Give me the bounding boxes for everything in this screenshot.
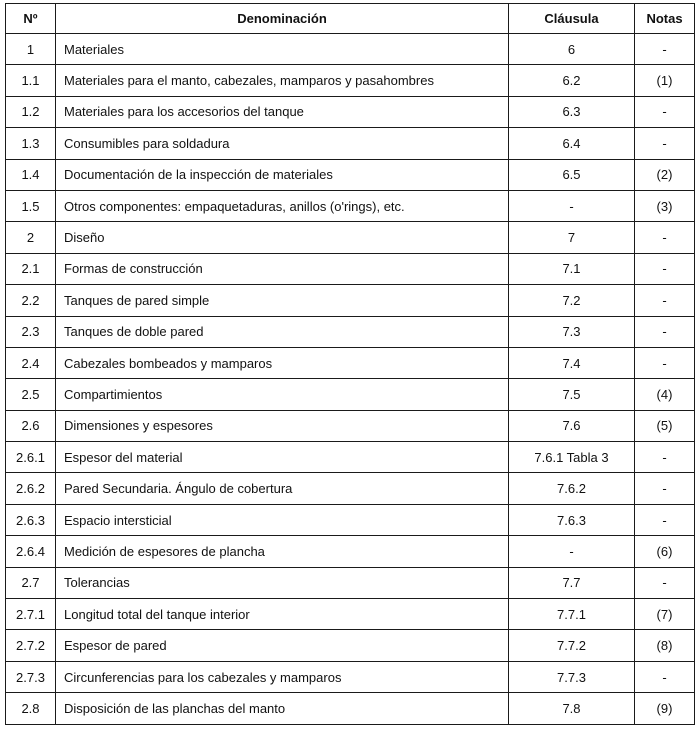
row-clause: 6.2 [509,65,635,96]
header-clause: Cláusula [509,4,635,34]
row-clause: 6.3 [509,96,635,127]
row-clause: 7.6.1 Tabla 3 [509,442,635,473]
row-notes: (8) [635,630,695,661]
row-number: 1.5 [6,190,56,221]
row-number: 1.4 [6,159,56,190]
row-clause: 7.6 [509,410,635,441]
row-denomination: Pared Secundaria. Ángulo de cobertura [56,473,509,504]
row-denomination: Tanques de doble pared [56,316,509,347]
table-row [6,379,695,410]
row-number: 1.1 [6,65,56,96]
row-denomination: Medición de espesores de plancha [56,536,509,567]
table-row [6,65,695,96]
row-notes: - [635,253,695,284]
table-row [6,693,695,724]
row-notes: (2) [635,159,695,190]
row-denomination: Tanques de pared simple [56,285,509,316]
table-header-row [6,4,695,34]
row-notes: - [635,128,695,159]
row-clause: 6.4 [509,128,635,159]
header-notes: Notas [635,4,695,34]
row-denomination: Longitud total del tanque interior [56,599,509,630]
requirements-table [5,3,695,725]
row-denomination: Espesor del material [56,442,509,473]
table-row [6,316,695,347]
row-denomination: Compartimientos [56,379,509,410]
row-notes: (4) [635,379,695,410]
row-clause: - [509,536,635,567]
row-notes: - [635,34,695,65]
row-number: 1 [6,34,56,65]
row-notes: - [635,222,695,253]
row-denomination: Documentación de la inspección de materiales [56,159,509,190]
row-notes: - [635,442,695,473]
row-notes: (3) [635,190,695,221]
table-row [6,410,695,441]
row-clause: 6.5 [509,159,635,190]
table-row [6,128,695,159]
row-clause: 7.5 [509,379,635,410]
table-row [6,504,695,535]
row-number: 2.6 [6,410,56,441]
table-row [6,473,695,504]
row-notes: - [635,504,695,535]
row-number: 2 [6,222,56,253]
row-number: 1.3 [6,128,56,159]
table-row [6,190,695,221]
row-number: 2.7.1 [6,599,56,630]
row-number: 2.7.3 [6,661,56,692]
row-denomination: Tolerancias [56,567,509,598]
row-denomination: Diseño [56,222,509,253]
row-denomination: Materiales para los accesorios del tanque [56,96,509,127]
row-number: 2.2 [6,285,56,316]
row-denomination: Materiales para el manto, cabezales, mamparos y pasahombres [56,65,509,96]
row-clause: 6 [509,34,635,65]
row-denomination: Formas de construcción [56,253,509,284]
row-clause: 7.6.3 [509,504,635,535]
row-denomination: Cabezales bombeados y mamparos [56,347,509,378]
table-row [6,442,695,473]
row-number: 2.6.3 [6,504,56,535]
table-row [6,536,695,567]
row-denomination: Materiales [56,34,509,65]
row-notes: - [635,285,695,316]
table-row [6,159,695,190]
table-row [6,96,695,127]
table-row [6,253,695,284]
table-row [6,222,695,253]
row-denomination: Disposición de las planchas del manto [56,693,509,724]
row-notes: - [635,567,695,598]
row-denomination: Espacio intersticial [56,504,509,535]
row-number: 2.8 [6,693,56,724]
row-number: 1.2 [6,96,56,127]
row-notes: - [635,316,695,347]
table-row [6,599,695,630]
row-notes: - [635,96,695,127]
row-number: 2.7 [6,567,56,598]
row-clause: 7.7 [509,567,635,598]
header-name: Denominación [56,4,509,34]
header-num: Nº [6,4,56,34]
row-notes: (7) [635,599,695,630]
row-denomination: Circunferencias para los cabezales y mamparos [56,661,509,692]
row-clause: 7.2 [509,285,635,316]
row-notes: (1) [635,65,695,96]
row-clause: 7.3 [509,316,635,347]
row-clause: 7 [509,222,635,253]
row-denomination: Dimensiones y espesores [56,410,509,441]
row-notes: - [635,347,695,378]
table-row [6,630,695,661]
row-clause: 7.1 [509,253,635,284]
table-row [6,661,695,692]
row-notes: - [635,473,695,504]
table-row [6,347,695,378]
row-denomination: Otros componentes: empaquetaduras, anillos (o'rings), etc. [56,190,509,221]
row-denomination: Consumibles para soldadura [56,128,509,159]
row-notes: (9) [635,693,695,724]
row-number: 2.1 [6,253,56,284]
row-clause: 7.7.1 [509,599,635,630]
row-clause: 7.7.2 [509,630,635,661]
table-row [6,34,695,65]
row-notes: (6) [635,536,695,567]
row-denomination: Espesor de pared [56,630,509,661]
row-number: 2.3 [6,316,56,347]
row-number: 2.6.4 [6,536,56,567]
row-clause: 7.8 [509,693,635,724]
row-number: 2.7.2 [6,630,56,661]
row-number: 2.4 [6,347,56,378]
row-number: 2.5 [6,379,56,410]
row-clause: - [509,190,635,221]
table-body [6,34,695,725]
row-clause: 7.6.2 [509,473,635,504]
row-notes: (5) [635,410,695,441]
row-number: 2.6.1 [6,442,56,473]
row-clause: 7.4 [509,347,635,378]
table-row [6,567,695,598]
row-number: 2.6.2 [6,473,56,504]
row-notes: - [635,661,695,692]
table-row [6,285,695,316]
row-clause: 7.7.3 [509,661,635,692]
